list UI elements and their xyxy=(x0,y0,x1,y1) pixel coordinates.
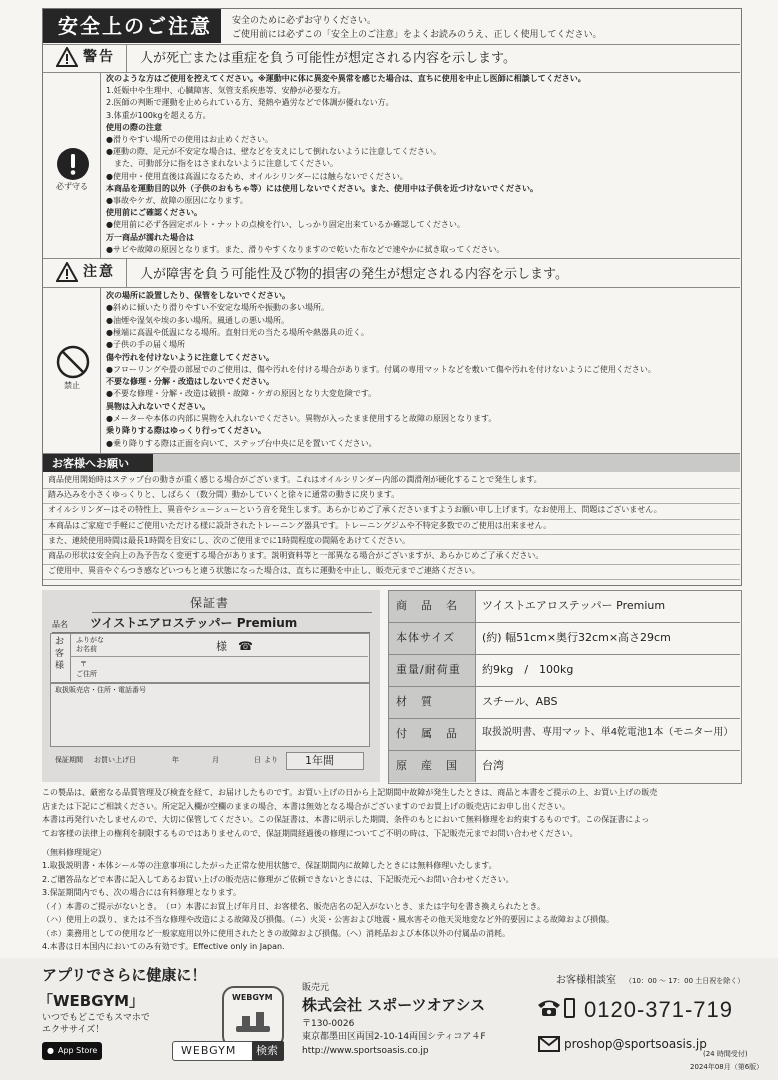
from-label: より xyxy=(264,756,278,764)
request-line: 踏み込みを小さくゆっくりと、しばらく（数分間）動かしていくと徐々に通常の動きに戻ります。 xyxy=(48,490,400,500)
warning-line: ●使用中・使用直後は高温になるため、オイルシリンダーには触らないでください。 xyxy=(106,171,408,181)
customer-label-1: お xyxy=(55,637,65,647)
spec-label: 商品名 xyxy=(396,599,471,612)
spec-row-divider xyxy=(389,654,740,655)
intro-line-1: 安全のために必ずお守りください。 xyxy=(232,16,377,26)
spec-label: 材質 xyxy=(396,695,446,708)
caution-line: ●乗り降りする際は正面を向いて、ステップ台中央に足を置いてください。 xyxy=(106,438,377,448)
app-name: 「WEBGYM」 xyxy=(38,992,144,1010)
caution-line: ●斜めに傾いたり滑りやすい不安定な場所や振動の多い場所。 xyxy=(106,303,329,313)
warning-line: 3.体重が100kgを超える方。 xyxy=(106,110,211,120)
warning-line: また、可動部分に指をはさまれないように注意してください。 xyxy=(106,159,338,169)
year-label: 年 xyxy=(172,756,179,764)
store-label: 取扱販売店・住所・電話番号 xyxy=(55,686,146,694)
warranty-terms-line: てお客様の法律上の権利を制限するものではありませんので、保証期間経過後の修理についてご不明の時は、下記販売元までお問い合わせください。 xyxy=(42,828,578,838)
customer-label-2: 客 xyxy=(55,649,65,659)
seller-url[interactable]: http://www.sportsoasis.co.jp xyxy=(302,1046,429,1056)
phone-small-icon: ☎ xyxy=(238,639,253,653)
spec-row-divider xyxy=(389,686,740,687)
mail-icon xyxy=(538,1036,560,1052)
rules-line: （イ）本書のご提示がないとき。 （ロ）本書にお買上げ年月日、お客様名、販売店名の記入がないとき、または字句を書き換えられたとき。 xyxy=(42,901,546,911)
spec-value: ツイストエアロステッパー Premium xyxy=(482,599,666,612)
contact-phone[interactable]: 0120-371-719 xyxy=(584,997,734,1022)
customer-label-3: 様 xyxy=(55,661,65,671)
spec-value: スチール、ABS xyxy=(482,695,558,708)
spec-label: 付属品 xyxy=(396,727,471,740)
rules-line: （ハ）使用上の誤り、または不当な修理や改造による故障及び損傷。（ニ）火災・公害および地震・風水害その他天災地変など外的要因による故障および損傷。 xyxy=(42,915,614,924)
postal-mark: 〒 xyxy=(80,660,87,668)
spec-value: 約9kg / 100kg xyxy=(482,663,574,676)
caution-label: 注意 xyxy=(83,264,115,280)
month-label: 月 xyxy=(212,756,219,764)
warning-description: 人が死亡または重症を負う可能性が想定される内容を示します。 xyxy=(140,51,516,66)
webgym-logo-text: WEBGYM xyxy=(232,993,273,1002)
caution-line: ●メーターや本体の内部に異物を入れないでください。異物が入ったまま使用すると故障の原因となります。 xyxy=(106,414,497,423)
seller-postal: 〒130-0026 xyxy=(302,1019,355,1029)
contact-label: お客様相談室 xyxy=(556,975,616,986)
app-headline: アプリでさらに健康に！ xyxy=(42,966,207,984)
warning-line: ●事故やケガ、故障の原因になります。 xyxy=(106,196,248,205)
caution-triangle-icon xyxy=(56,262,78,282)
app-sub-1: いつでもどこでもスマホで xyxy=(42,1013,150,1023)
period-label: 保証期間 xyxy=(55,756,83,764)
warning-line: ●サビや故障の原因となります。また、滑りやすくなりますので乾いた布などで速やかに拭き取ってください。 xyxy=(106,244,505,254)
warranty-period-value: 1年間 xyxy=(305,754,334,767)
request-line: また、連続使用時間は最長1時間を目安にし、次のご使用までに1時間程度の間隔をあけてください。 xyxy=(48,535,411,545)
rules-line: （ホ）業務用としての使用など一般家庭用以外に使用されたときの故障および損傷。（ヘ）消耗品および本体以外の付属品の消耗。 xyxy=(42,928,510,938)
caution-line: ●フローリングや畳の部屋でのご使用は、傷や汚れを付ける場合があります。付属の専用マットなどを敷いて傷や汚れを付けないようにご使用ください。 xyxy=(106,364,656,374)
purchase-date-label: お買い上げ日 xyxy=(94,756,136,764)
spec-value: 取扱説明書、専用マット、単4乾電池1本（モニター用） xyxy=(482,727,734,738)
apple-icon: ● xyxy=(47,1046,54,1055)
warranty-terms-line: 本書は再発行いたしませんので、大切に保管してください。この保証書は、本書に明示した期間、条件のもとにおいて無料修理をお約束するものです。この保証書によっ xyxy=(42,815,650,824)
caution-line: 異物は入れないでください。 xyxy=(106,401,210,411)
spec-label: 重量/耐荷重 xyxy=(396,663,461,676)
prohibited-icon xyxy=(56,345,90,379)
seller-company: 株式会社 スポーツオアシス xyxy=(302,996,486,1014)
rules-line: 3.保証期間内でも、次の場合には有料修理となります。 xyxy=(42,888,241,897)
rules-line: 1.取扱説明書・本体シール等の注意事項にしたがった正常な使用状態で、保証期間内に故障したときには無料修理いたします。 xyxy=(42,861,497,870)
caution-line: 次の場所に設置したり、保管をしないでください。 xyxy=(106,291,290,300)
caution-line: 不要な修理・分解・改造はしないでください。 xyxy=(106,377,274,387)
contact-hours: （10：00 ～ 17：00 土日祝を除く） xyxy=(625,977,745,985)
caution-line: 傷や汚れを付けないように注意してください。 xyxy=(106,352,274,362)
request-line: ご使用中、異音やぐらつき感などいつもと違う状態になった場合は、直ちに運動を中止し、販売元までご連絡ください。 xyxy=(48,566,480,576)
warranty-terms-line: この製品は、厳密なる品質管理及び検査を経て、お届けしたものです。お買い上げの日から上記期間中故障が発生したときは、商品と本書をご提示の上、お買い上げの販売 xyxy=(42,788,658,797)
caution-description: 人が障害を負う可能性及び物的損害の発生が想定される内容を示します。 xyxy=(140,267,568,282)
rules-title: （無料修理規定） xyxy=(42,848,106,857)
prohibited-caption: 禁止 xyxy=(64,381,80,390)
spec-label: 原産国 xyxy=(396,759,471,772)
search-button[interactable] xyxy=(252,1041,284,1061)
rules-line: 2.ご贈答品などで本書に記入してあるお買い上げの販売店に修理がご依頼できないときには、下記販売元へお問い合わせください。 xyxy=(42,874,514,884)
caution-line: ●子供の手の届く場所 xyxy=(106,340,185,350)
warning-line: ●使用前に必ず各固定ボルト・ナットの点検を行い、しっかり固定出来ているか確認してください。 xyxy=(106,220,465,230)
warranty-product-name: ツイストエアロステッパー Premium xyxy=(90,616,298,630)
intro-line-2: ご使用前には必ずこの「安全上のご注意」をよくお読みのうえ、正しく使用してください。 xyxy=(232,30,602,40)
caution-line: ●不要な修理・分解・改造は破損・故障・ケガの原因となり大変危険です。 xyxy=(106,389,377,399)
product-field-label: 品名 xyxy=(52,620,68,629)
request-title: お客様へお願い xyxy=(52,457,129,470)
request-line: 商品の形状は安全向上の為予告なく変更する場合があります。説明資料等と一部異なる場合がございますが、あらかじめご了承ください。 xyxy=(48,551,544,560)
phone-icon xyxy=(536,998,562,1018)
seller-label: 販売元 xyxy=(302,983,330,993)
warning-label: 警告 xyxy=(83,49,115,65)
request-line: 本商品はご家庭で手軽にご使用いただける様に設計されたトレーニング器具です。トレーニングジムや不特定多数でのご使用は出来ません。 xyxy=(48,520,552,530)
app-store-badge[interactable] xyxy=(42,1042,102,1060)
page-title: 安全上のご注意 xyxy=(58,14,212,38)
caution-line: ●油煙や湿気や埃の多い場所。風通しの悪い場所。 xyxy=(106,315,289,325)
edition-note: 2024年08月（第6版） xyxy=(690,1063,764,1071)
warning-line: 使用の際の注意 xyxy=(106,122,162,132)
seller-address: 東京都墨田区両国2-10-14両国シティコア４F xyxy=(302,1032,486,1042)
rules-line: 4.本書は日本国内においてのみ有効です。Effective only in Japan. xyxy=(42,942,285,951)
warning-line: 2.医師の判断で運動を止められている方、発熱や過労などで体調が優れない方。 xyxy=(106,98,394,108)
stepper-logo-icon xyxy=(234,1008,272,1036)
webgym-app-icon[interactable] xyxy=(222,986,284,1048)
mobile-phone-icon xyxy=(564,998,575,1018)
spec-row-divider xyxy=(389,718,740,719)
request-line: オイルシリンダーはその特性上、異音やシューシューという音を発生します。あらかじめご了承くださいますようお願い申し上げます。なお使用上、問題はございません。 xyxy=(48,505,662,515)
must-follow-caption: 必ず守る xyxy=(56,182,88,191)
request-line: 商品使用開始時はステップ台の動きが重く感じる場合がございます。これはオイルシリンダー内部の潤滑剤が硬化することで発生します。 xyxy=(48,475,542,484)
contact-email[interactable]: proshop@sportsoasis.jp xyxy=(564,1037,707,1051)
spec-value: 台湾 xyxy=(482,759,504,772)
warning-line: 使用前にご確認ください。 xyxy=(106,208,202,218)
contact-email-note: (24 時間受付) xyxy=(703,1050,748,1058)
name-label: お名前 xyxy=(76,645,97,653)
warning-line: 1.妊娠中や生理中、心臓障害、気管支系疾患等、安静が必要な方。 xyxy=(106,86,346,96)
warning-line: 万一商品が濡れた場合は xyxy=(106,232,194,242)
day-label: 日 xyxy=(254,756,261,764)
furigana-label: ふりがな xyxy=(76,636,104,644)
spec-row-divider xyxy=(389,622,740,623)
warning-line: ●滑りやすい場所での使用はお止めください。 xyxy=(106,135,273,144)
warning-line: 本商品を運動目的以外（子供のおもちゃ等）には使用しないでください。また、使用中は子供を近づけないでください。 xyxy=(106,183,538,193)
spec-label: 本体サイズ xyxy=(396,631,456,644)
must-follow-icon xyxy=(56,147,90,181)
search-word: WEBGYM xyxy=(181,1044,237,1057)
warranty-title: 保証書 xyxy=(190,596,230,610)
sama-label: 様 xyxy=(216,640,227,653)
address-label: ご住所 xyxy=(76,670,97,678)
search-button-label: 検索 xyxy=(256,1044,278,1057)
warning-line: ●運動の際、足元が不安定な場合は、壁などを支えにして倒れないように注意してください。 xyxy=(106,147,441,157)
warranty-terms-line: 店または下記にご相談ください。所定記入欄が空欄のままの場合、本書は無効となる場合がございますのでお買上げの販売店にお申し出ください。 xyxy=(42,801,570,811)
warning-triangle-icon xyxy=(56,47,78,67)
caution-line: ●極端に高温や低温になる場所。直射日光の当たる場所や熱器具の近く。 xyxy=(106,327,369,337)
spec-value: (約) 幅51cm×奥行32cm×高さ29cm xyxy=(482,631,671,644)
app-store-label: App Store xyxy=(58,1046,98,1055)
app-sub-2: エクササイズ！ xyxy=(42,1025,105,1035)
caution-line: 乗り降りする際はゆっくり行ってください。 xyxy=(106,426,266,436)
spec-row-divider xyxy=(389,750,740,751)
warning-line: 次のような方はご使用を控えてください。※運動中に体に異変や異常を感じた場合は、直ちに使用を中止し医師に相談してください。 xyxy=(106,74,586,83)
